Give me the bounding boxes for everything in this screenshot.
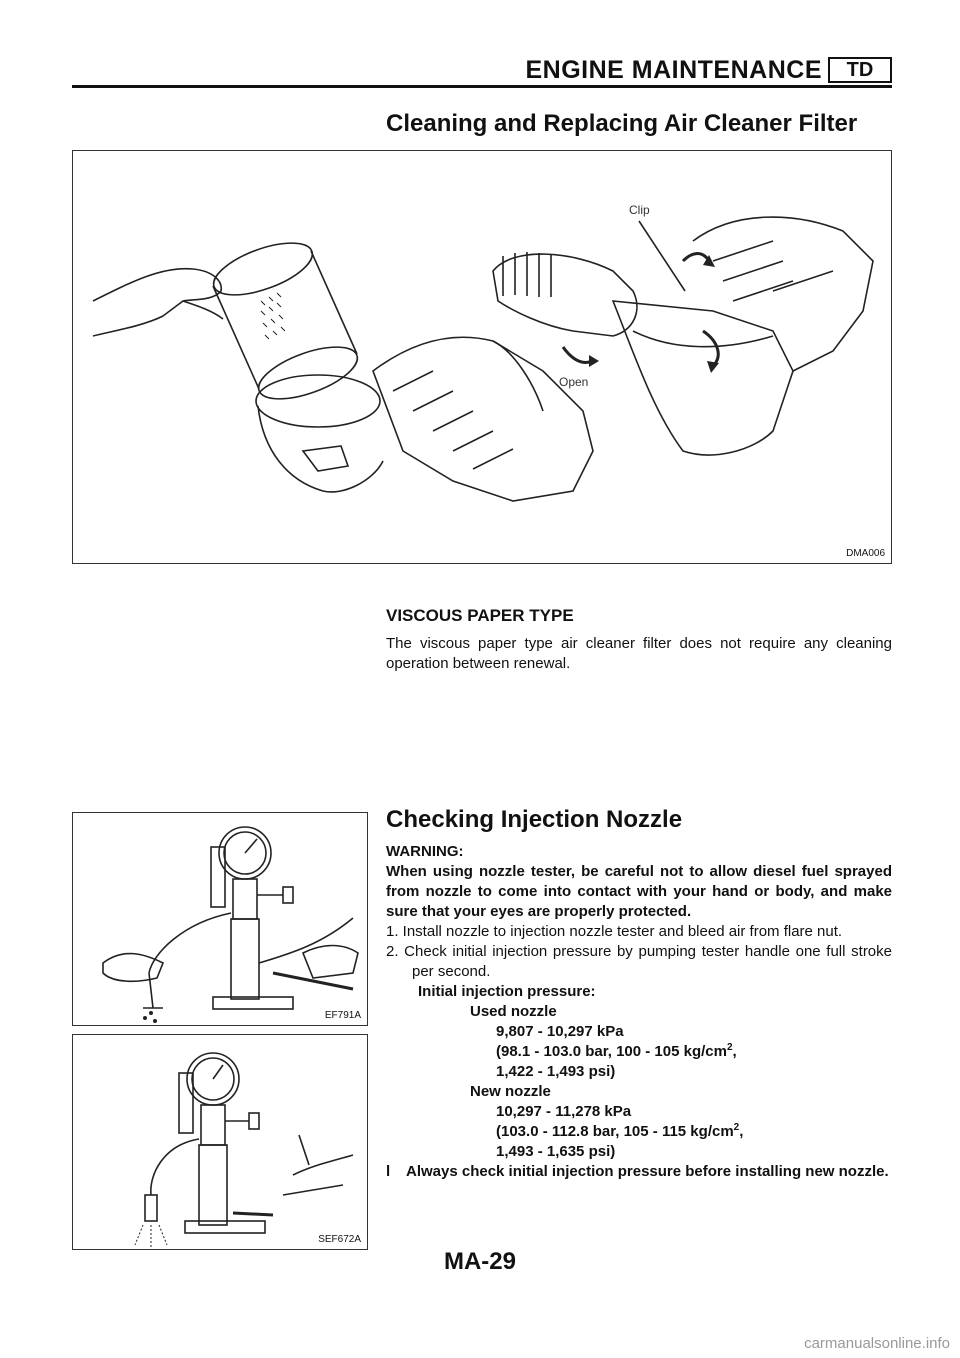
figure-nozzle-tester-1 — [72, 812, 368, 1026]
nozzle-tester-illustration-2 — [73, 1035, 368, 1250]
step-1: 1. Install nozzle to injection nozzle tester and bleed air from flare nut. — [386, 923, 843, 940]
page-number: MA-29 — [443, 1248, 516, 1275]
label-open: Open — [559, 375, 589, 389]
air-cleaner-illustration — [73, 151, 892, 564]
used-nozzle-label: Used nozzle — [470, 1003, 557, 1020]
new-nozzle-kpa: 10,297 - 11,278 kPa — [496, 1103, 632, 1120]
injection-nozzle-body — [386, 842, 892, 1182]
figure-code-dma006: DMA006 — [846, 548, 885, 559]
label-clip: Clip — [629, 203, 650, 217]
figure-code-ef791a: EF791A — [324, 1010, 361, 1021]
section-title-air-cleaner: Cleaning and Replacing Air Cleaner Filter — [386, 110, 858, 137]
step-2: 2. Check initial injection pressure by pumping tester handle one full stroke per second. — [386, 943, 892, 980]
nozzle-tester-illustration-1 — [73, 813, 368, 1026]
warning-text: When using nozzle tester, be careful not to allow diesel fuel sprayed from nozzle to come into contact with your hand or body, and make sure that your eyes are properly protected. — [386, 863, 892, 920]
warning-label: WARNING: — [386, 843, 464, 860]
new-nozzle-sup: 2 — [733, 1122, 740, 1133]
figure-nozzle-tester-2 — [72, 1034, 368, 1250]
page-header — [72, 54, 892, 86]
used-nozzle-kpa: 9,807 - 10,297 kPa — [496, 1023, 624, 1040]
spec-label: Initial injection pressure: — [418, 983, 596, 1000]
new-nozzle-comma: , — [739, 1123, 744, 1140]
new-nozzle-bar: (103.0 - 112.8 bar, 105 - 115 kg/cm — [496, 1123, 734, 1140]
watermark-credit: carmanualsonline.info — [804, 1335, 950, 1352]
bullet-text: Always check initial injection pressure before installing new nozzle. — [406, 1163, 889, 1180]
bullet-item — [386, 1162, 892, 1182]
subheading-viscous-paper: VISCOUS PAPER TYPE — [386, 606, 574, 625]
header-rule — [72, 85, 892, 88]
figure-code-sef672a: SEF672A — [318, 1234, 361, 1245]
viscous-paper-text: The viscous paper type air cleaner filter does not require any cleaning operation between renewal. — [386, 635, 892, 672]
header-title: ENGINE MAINTENANCE — [525, 56, 822, 84]
used-nozzle-sup: 2 — [726, 1042, 733, 1053]
used-nozzle-comma: , — [732, 1043, 737, 1060]
bullet-glyph: l — [386, 1163, 391, 1180]
section-title-injection-nozzle: Checking Injection Nozzle — [386, 806, 683, 833]
used-nozzle-psi: 1,422 - 1,493 psi) — [496, 1063, 616, 1080]
used-nozzle-bar: (98.1 - 103.0 bar, 100 - 105 kg/cm — [496, 1043, 727, 1060]
header-badge: TD — [828, 57, 892, 83]
new-nozzle-label: New nozzle — [470, 1083, 551, 1100]
figure-air-cleaner — [72, 150, 892, 564]
new-nozzle-bar-line — [386, 1122, 892, 1142]
new-nozzle-psi: 1,493 - 1,635 psi) — [496, 1143, 616, 1160]
used-nozzle-bar-line — [386, 1042, 892, 1062]
